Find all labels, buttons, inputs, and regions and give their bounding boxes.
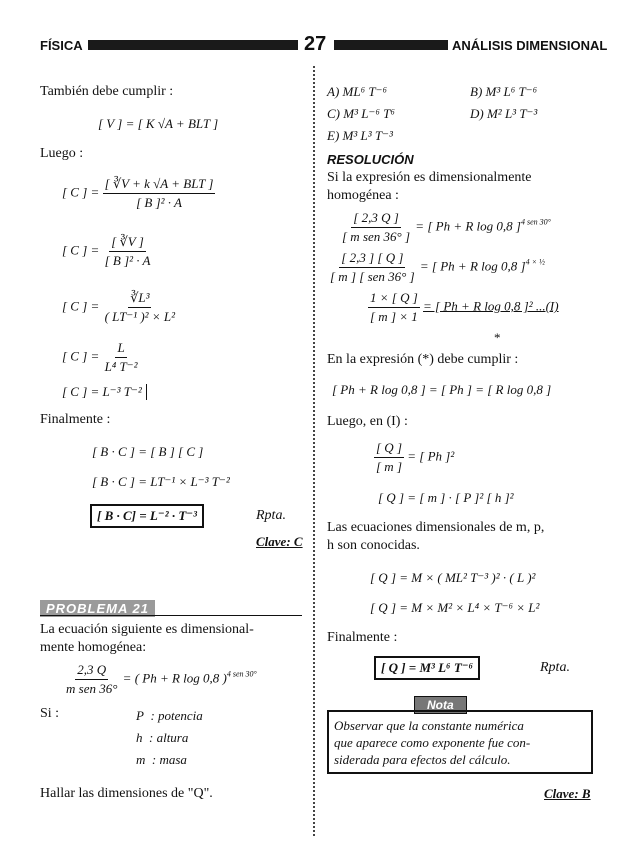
- luego-i-text: Luego, en (I) :: [327, 414, 408, 429]
- option-a: A) ML⁶ T⁻⁶: [327, 84, 387, 99]
- equation-c3: [ C ] = $\frac{\text{∛L³}}{\text{( LT⁻¹ )² × L²}}$: [62, 290, 175, 324]
- nota-label: Nota: [414, 696, 467, 714]
- column-divider: [313, 66, 315, 836]
- problem-text-2: mente homogénea:: [40, 640, 147, 655]
- pe-numerator: 2,3 Q: [75, 662, 108, 680]
- c3-numerator: ∛L³: [128, 290, 151, 308]
- star-marker: *: [494, 330, 501, 345]
- res-equation-1: $\frac{[ 2,3 Q ]}{\text{[ m sen 36° ]}}$ = [ Ph + R log 0,8 ]$^{4 sen 30^\circ}$: [342, 210, 551, 244]
- nota-text-1: Observar que la constante numérica: [334, 718, 524, 733]
- answer-box-left: [ B · C] = L⁻² · T⁻³: [90, 504, 204, 528]
- header-bar-left: [88, 40, 298, 50]
- header-right: ANÁLISIS DIMENSIONAL: [452, 38, 608, 53]
- header-left: FÍSICA: [40, 38, 83, 53]
- question-text: Hallar las dimensiones de "Q".: [40, 786, 213, 801]
- problem-rule: [40, 615, 302, 616]
- var-m: m : masa: [136, 752, 187, 767]
- q-equation-4: [ Q ] = M × M² × L⁴ × T⁻⁶ × L²: [370, 600, 540, 615]
- luego-label: Luego :: [40, 146, 84, 161]
- res-equation-3: $\frac{1 \times [ Q ]}{[ m ] \times 1}$ = [ Ph + R log 0,8 ]² ...(I): [370, 290, 559, 324]
- finalmente-label-right: Finalmente :: [327, 630, 398, 645]
- c2-numerator: [ ∛V ]: [109, 234, 146, 252]
- q-equation-2: [ Q ] = [ m ] · [ P ]² [ h ]²: [378, 490, 514, 505]
- option-c: C) M³ L⁻⁶ T⁶: [327, 106, 395, 121]
- clave-right: Clave: B: [544, 786, 591, 801]
- res-equation-2: $\frac{[ 2,3 ] [ Q ]}{\text{[ m ] [ sen 36° ]}}$ = [ Ph + R log 0,8 ]$^{4 \times \frac{1}{2}}$: [330, 250, 545, 284]
- rpta-left: Rpta.: [256, 508, 286, 523]
- equation-c2: [ C ] = $\frac{[ ∛V ]}{\text{[ B ]² · A}}$: [62, 234, 151, 268]
- c4-numerator: L: [115, 340, 126, 358]
- option-e: E) M³ L³ T⁻³: [327, 128, 393, 143]
- c1-numerator: [ ∛V + k √A + BLT ]: [103, 176, 216, 194]
- ecuaciones-text-1: Las ecuaciones dimensionales de m, p,: [327, 520, 545, 535]
- equation-v: [ V ] = [ K √A + BLT ]: [98, 116, 219, 131]
- equation-c1: [ C ] = $\frac{\text{[ ∛V + k √A + BLT ]}}{\text{[ B ]² · A}}$: [62, 176, 214, 210]
- q-equation-3: [ Q ] = M × ( ML² T⁻³ )² · ( L )²: [370, 570, 536, 585]
- equation-c4: [ C ] = $\frac{L}{\text{L⁴ T⁻²}}$: [62, 340, 138, 374]
- finalmente-label-left: Finalmente :: [40, 412, 111, 427]
- page-number: 27: [304, 33, 327, 55]
- nota-text-3: siderada para efectos del cálculo.: [334, 752, 511, 767]
- ecuaciones-text-2: h son conocidas.: [327, 538, 420, 553]
- header-bar-right: [334, 40, 448, 50]
- var-h: h : altura: [136, 730, 189, 745]
- problem-text-1: La ecuación siguiente es dimensional-: [40, 622, 254, 637]
- c3-denominator: ( LT⁻¹ )² × L²: [104, 309, 175, 324]
- equation-bc2: [ B · C ] = LT⁻¹ × L⁻³ T⁻²: [92, 474, 230, 489]
- res-text-2: homogénea :: [327, 188, 399, 203]
- problem-equation: $\frac{2,3 Q}{\text{m sen 36°}}$ = ( Ph + R log 0,8 )$^{4 sen 30^\circ}$: [66, 662, 257, 696]
- equation-c5: [ C ] = L⁻³ T⁻²: [62, 384, 147, 400]
- clave-left: Clave: C: [256, 534, 303, 549]
- c1-denominator: [ B ]² · A: [136, 195, 182, 210]
- nota-text-2: que aparece como exponente fue con-: [334, 735, 531, 750]
- si-label: Si :: [40, 706, 60, 721]
- rpta-right: Rpta.: [540, 660, 570, 675]
- option-b: B) M³ L⁶ T⁻⁶: [470, 84, 538, 99]
- var-p: P : potencia: [136, 708, 203, 723]
- equation-bc1: [ B · C ] = [ B ] [ C ]: [92, 444, 204, 459]
- resolucion-heading: RESOLUCIÓN: [327, 152, 414, 167]
- res-text-1: Si la expresión es dimensionalmente: [327, 170, 532, 185]
- problem-label: PROBLEMA 21: [40, 600, 155, 617]
- q-equation-1: $\frac{[ Q ]}{[ m ]}$ = [ Ph ]²: [376, 440, 455, 474]
- en-expresion-text: En la expresión (*) debe cumplir :: [327, 352, 519, 367]
- answer-box-right: [ Q ] = M³ L⁶ T⁻⁶: [374, 656, 480, 680]
- c4-denominator: L⁴ T⁻²: [104, 359, 138, 374]
- pe-denominator: m sen 36°: [66, 681, 118, 696]
- ph-equation: [ Ph + R log 0,8 ] = [ Ph ] = [ R log 0,8 ]: [332, 382, 552, 397]
- intro-text: También debe cumplir :: [40, 84, 174, 99]
- option-d: D) M² L³ T⁻³: [470, 106, 538, 121]
- c2-denominator: [ B ]² · A: [104, 253, 151, 268]
